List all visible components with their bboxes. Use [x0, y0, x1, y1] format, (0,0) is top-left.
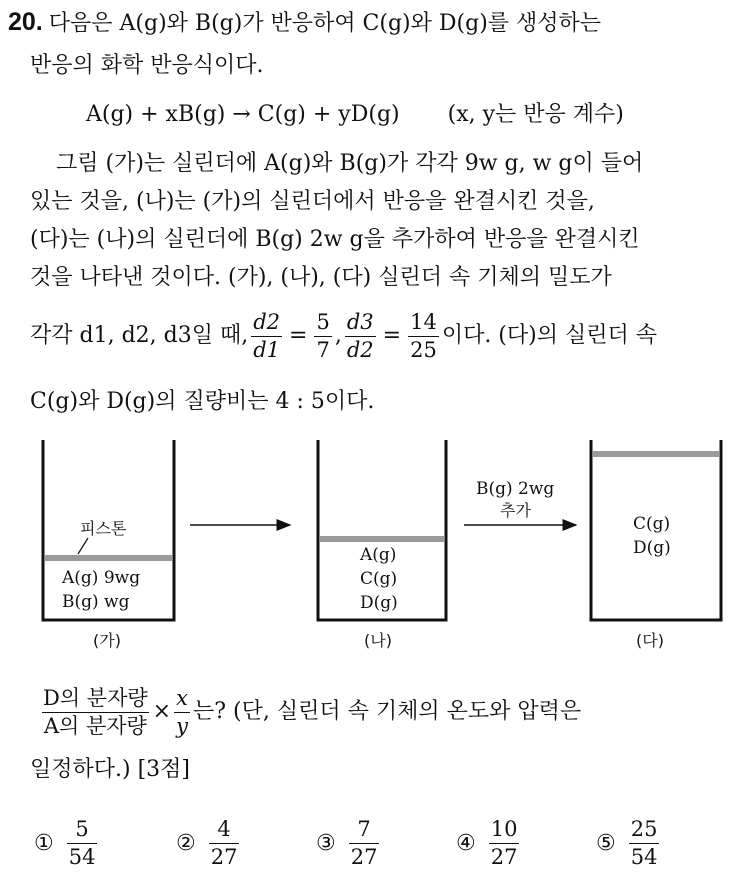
choice-4-num: 10 [490, 817, 518, 841]
piston-label: 피스톤 [80, 519, 127, 538]
piston-na [320, 536, 444, 542]
paragraph-line-3: (다)는 (나)의 실린더에 B(g) 2w g을 추가하여 반응을 완결시킨 [30, 227, 640, 252]
choice-5-frac [629, 817, 660, 870]
choice-3[interactable] [316, 817, 382, 870]
choice-3-den: 27 [350, 845, 378, 869]
paragraph-line-2: 있는 것을, (나)는 (가)의 실린더에서 반응을 완결시킨 것을, [30, 189, 595, 214]
choice-5[interactable] [596, 817, 662, 870]
piston-da [593, 451, 719, 457]
ratio-d3-d2 [345, 310, 376, 363]
density-suffix: 이다. (다)의 실린더 속 [441, 323, 657, 348]
question-line-2: 반응의 화학 반응식이다. [30, 53, 264, 78]
ask-line [38, 680, 581, 744]
piston-ga [45, 555, 172, 561]
choice-2-den: 27 [210, 845, 238, 869]
xy-ratio-num: x [176, 685, 188, 710]
cyl-na-line-1: A(g) [360, 545, 397, 565]
choice-4-den: 27 [490, 845, 518, 869]
cyl-da-line-1: C(g) [633, 514, 671, 534]
cyl-da-caption: (다) [636, 631, 664, 650]
ask-tail: 는? (단, 실린더 속 기체의 온도와 압력은 [192, 699, 582, 724]
cyl-da-line-2: D(g) [633, 538, 671, 558]
choice-4-frac [489, 817, 520, 870]
density-prefix: 각각 d1, d2, d3일 때, [30, 323, 249, 348]
choice-5-num: 25 [630, 817, 658, 841]
add-label-2: 추가 [500, 501, 531, 520]
xy-ratio [174, 686, 190, 739]
choice-4-mark: ④ [456, 831, 476, 856]
choice-1-mark: ① [34, 831, 54, 856]
choice-1-den: 54 [68, 845, 96, 869]
choice-2[interactable] [176, 817, 242, 870]
ratio-d3-d2-num: d3 [346, 309, 374, 334]
choice-1-num: 5 [75, 817, 89, 841]
ratio-value-2-den: 25 [410, 337, 437, 362]
ask-line-2: 일정하다.) [3점] [30, 757, 190, 782]
choice-1-frac [67, 817, 98, 870]
choice-2-mark: ② [176, 831, 196, 856]
xy-ratio-den: y [176, 713, 188, 738]
cyl-ga-line-2: B(g) wg [62, 592, 130, 612]
ratio-value-2-num: 14 [410, 309, 437, 334]
choice-3-num: 7 [357, 817, 371, 841]
cylinder-na [318, 440, 446, 650]
mass-ratio-line: C(g)와 D(g)의 질량비는 4 : 5이다. [30, 389, 375, 414]
ratio-value-1-num: 5 [316, 309, 330, 334]
equation-note: (x, y는 반응 계수) [447, 102, 624, 127]
choice-5-mark: ⑤ [596, 831, 616, 856]
question-line-1 [8, 8, 601, 38]
ratio-d2-d1-den: d1 [253, 337, 281, 362]
choice-1[interactable] [34, 817, 100, 870]
choice-2-frac [209, 817, 240, 870]
ratio-d3-d2-den: d2 [346, 337, 374, 362]
ratio-d2-d1-num: d2 [253, 309, 281, 334]
cylinder-da [591, 440, 721, 650]
choice-3-frac [349, 817, 380, 870]
paragraph-line-1: 그림 (가)는 실린더에 A(g)와 B(g)가 각각 9w g, w g이 들어 [56, 151, 644, 176]
mw-ratio [41, 686, 150, 739]
question-text-1: 다음은 A(g)와 B(g)가 반응하여 C(g)와 D(g)를 생성하는 [48, 11, 602, 36]
choice-4[interactable] [456, 817, 522, 870]
choice-5-den: 54 [630, 845, 658, 869]
reaction-equation [86, 101, 624, 129]
cyl-ga-line-1: A(g) 9wg [62, 568, 141, 588]
ratio-d2-d1 [251, 310, 282, 363]
choice-2-num: 4 [217, 817, 231, 841]
ratio-value-2 [408, 310, 439, 363]
cyl-na-line-3: D(g) [360, 593, 398, 613]
times-sign: × [152, 699, 172, 724]
cyl-na-caption: (나) [364, 631, 392, 650]
density-ratio-line: 각각 d1, d2, d3일 때, $\frac{d2}{d1}$ = $\frac{5}{7}$ , $\frac{d3}{d2}$ = $\frac{14}{25}$ 이다. (다)의 실린더 속 [30, 309, 657, 362]
cyl-na-line-2: C(g) [360, 569, 398, 589]
equation-expression: A(g) + xB(g) → C(g) + yD(g) [86, 102, 400, 127]
mw-ratio-num: D의 분자량 [43, 685, 148, 710]
paragraph-line-4: 것을 나타낸 것이다. (가), (나), (다) 실린더 속 기체의 밀도가 [30, 265, 612, 290]
mw-ratio-den: A의 분자량 [43, 713, 147, 738]
cyl-ga-caption: (가) [93, 631, 121, 650]
piston-pointer [78, 538, 88, 554]
question-number: 20. [8, 8, 43, 36]
ratio-value-1 [314, 310, 331, 363]
add-label-1: B(g) 2wg [476, 479, 555, 499]
choice-3-mark: ③ [316, 831, 336, 856]
cylinder-ga [43, 440, 174, 650]
cylinder-figure [0, 432, 743, 662]
ratio-value-1-den: 7 [316, 337, 330, 362]
